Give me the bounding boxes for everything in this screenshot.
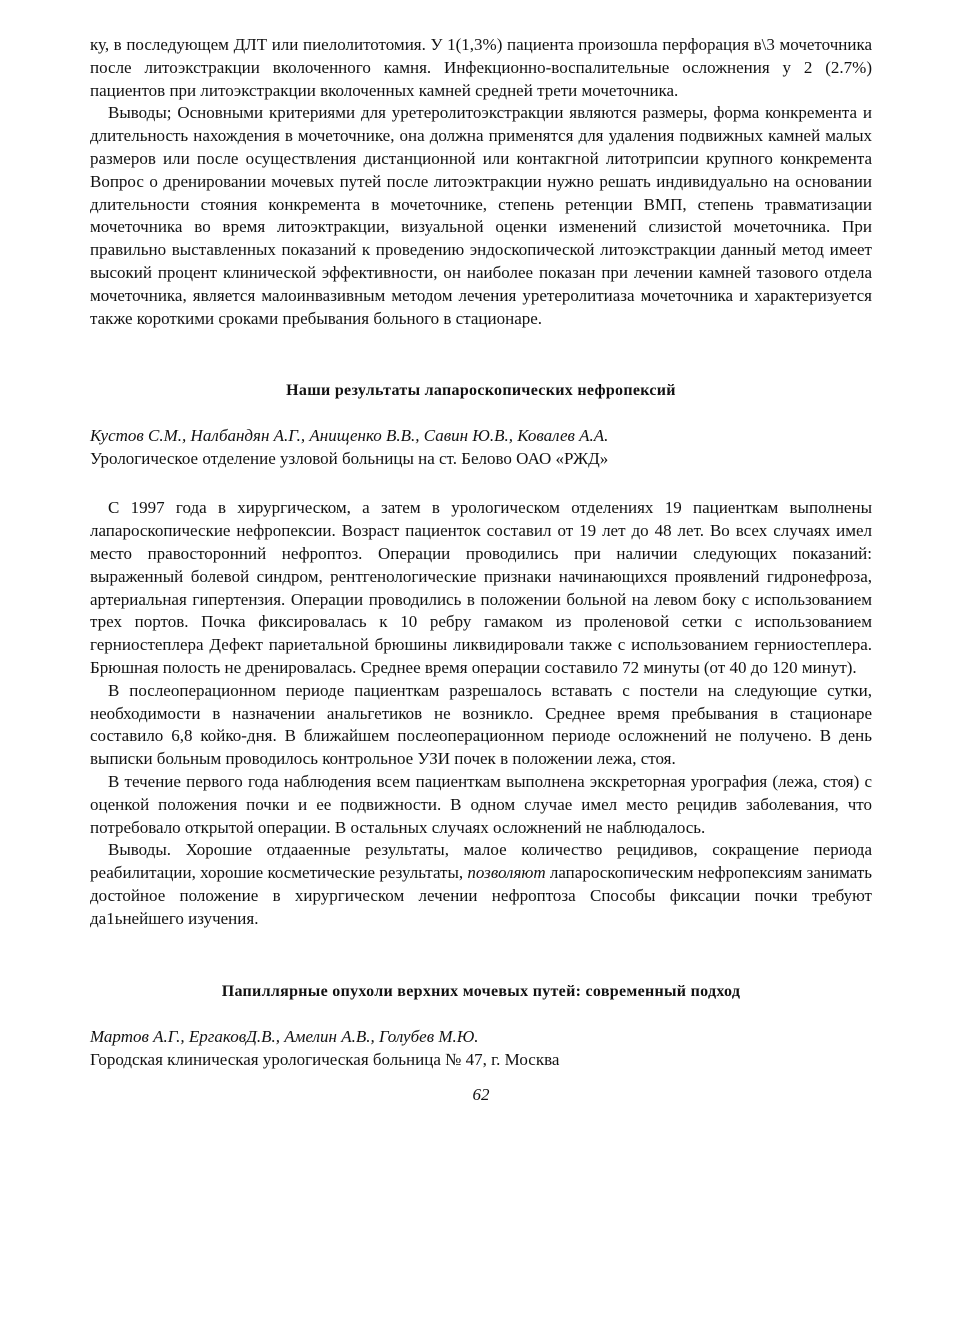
section2-authors: Мартов А.Г., ЕргаковД.В., Амелин А.В., Голубев М.Ю.	[90, 1026, 479, 1046]
section1-affiliation: Урологическое отделение узловой больницы на ст. Белово ОАО «РЖД»	[90, 449, 609, 469]
conclusion-text-start: Выводы. Хорошие отдааенные результаты, малое количество рецидивов, сокращение периода реабилитации, хорошие косметические результаты,	[90, 840, 872, 883]
section1-paragraph-3: В течение первого года наблюдения всем пациенткам выполнена экскреторная урография (лежа, стоя) с оценкой положения почки и ее подвижности. В одном случае имел место рецидив заболевания, что потребовало открытой операции. В остальных случаях осложнений не наблюдалось.	[90, 771, 872, 837]
conclusion-text-end: лапароскопическим нефропексиям занимать достойное положение в хирургическом лечении нефроптоза Способы фиксации почки требуют да1ьнейшего изучения.	[90, 863, 873, 928]
page-body	[90, 34, 872, 1105]
section1-paragraph-4	[90, 839, 872, 930]
section2-title: Папиллярные опухоли верхних мочевых путей: современный подход	[221, 982, 741, 1000]
page-number: 62	[472, 1084, 490, 1104]
conclusion-italic-word: позволяют	[467, 863, 546, 883]
section1-title: Наши результаты лапароскопических нефропексий	[286, 382, 676, 400]
intro-paragraph-2: Выводы; Основными критериями для уретеролитоэкстракции являются размеры, форма конкремента и длительность нахождения в мочеточнике, она должна применятся для удаления подвижных камней малых размеров или после осуществления дистанционной или контакгной литотрипсии крупного конкремента Вопрос о дренировании мочевых путей после литоэктракции нужно решать индивидуально на основании длительности стояния конкремента в мочеточнике, степень ретенции ВМП, степень травматизации мочеточника во время литоэктракции, визуальной оценки изменений слизистой мочеточника. При правильно выставленных показаний к проведению эндоскопической литоэкстракции данный метод имеет высокий процент клинической эффективности, он наиболее показан при лечении камней тазового отдела мочеточника, является малоинвазивным методом лечения уретеролитиаза мочеточника и характеризуется также короткими сроками пребывания больного в стационаре.	[90, 103, 872, 328]
section1-paragraph-2: В послеоперационном периоде пациенткам разрешалось вставать с постели на следующие сутки, необходимости в назначении анальгетиков не возникло. Среднее время пребывания в стационаре составило 6,8 койко-дня. В ближайшем послеоперационном периоде осложнений не получено. В день выписки больным проводилось контрольное УЗИ почек в положении лежа, стоя.	[90, 680, 872, 769]
section1-paragraph-1: С 1997 года в хирургическом, а затем в урологическом отделениях 19 пациенткам выполнены лапароскопические нефропексии. Возраст пациенток составил от 19 лет до 48 лет. Во всех случаях имел место правосторонний нефроптоз. Операции проводились при наличии следующих показаний: выраженный болевой синдром, рентгенологические признаки начинающихся проявлений гидронефроза, артериальная гипертензия. Операции проводились в положении больной на левом боку с использованием трех портов. Почка фиксировалась к 10 ребру гамаком из проленовой сетки с использованием герниостеплера Дефект париетальной брюшины ликвидировали также с использованием герниостеплера. Брюшная полость не дренировалась. Среднее время операции составило 72 минуты (от 40 до 120 минут).	[90, 498, 872, 677]
section2-affiliation: Городская клиническая урологическая больница № 47, г. Москва	[90, 1049, 560, 1069]
section1-authors: Кустов С.М., Налбандян А.Г., Анищенко В.В., Савин Ю.В., Ковалев А.А.	[90, 426, 609, 446]
intro-paragraph-1: ку, в последующем ДЛТ или пиелолитотомия. У 1(1,3%) пациента произошла перфорация в\3 мочеточника после литоэкстракции вколоченного камня. Инфекционно-воспалительные осложнения у 2 (2.7%) пациентов при литоэкстракции вколоченных камней средней трети мочеточника.	[90, 35, 872, 100]
